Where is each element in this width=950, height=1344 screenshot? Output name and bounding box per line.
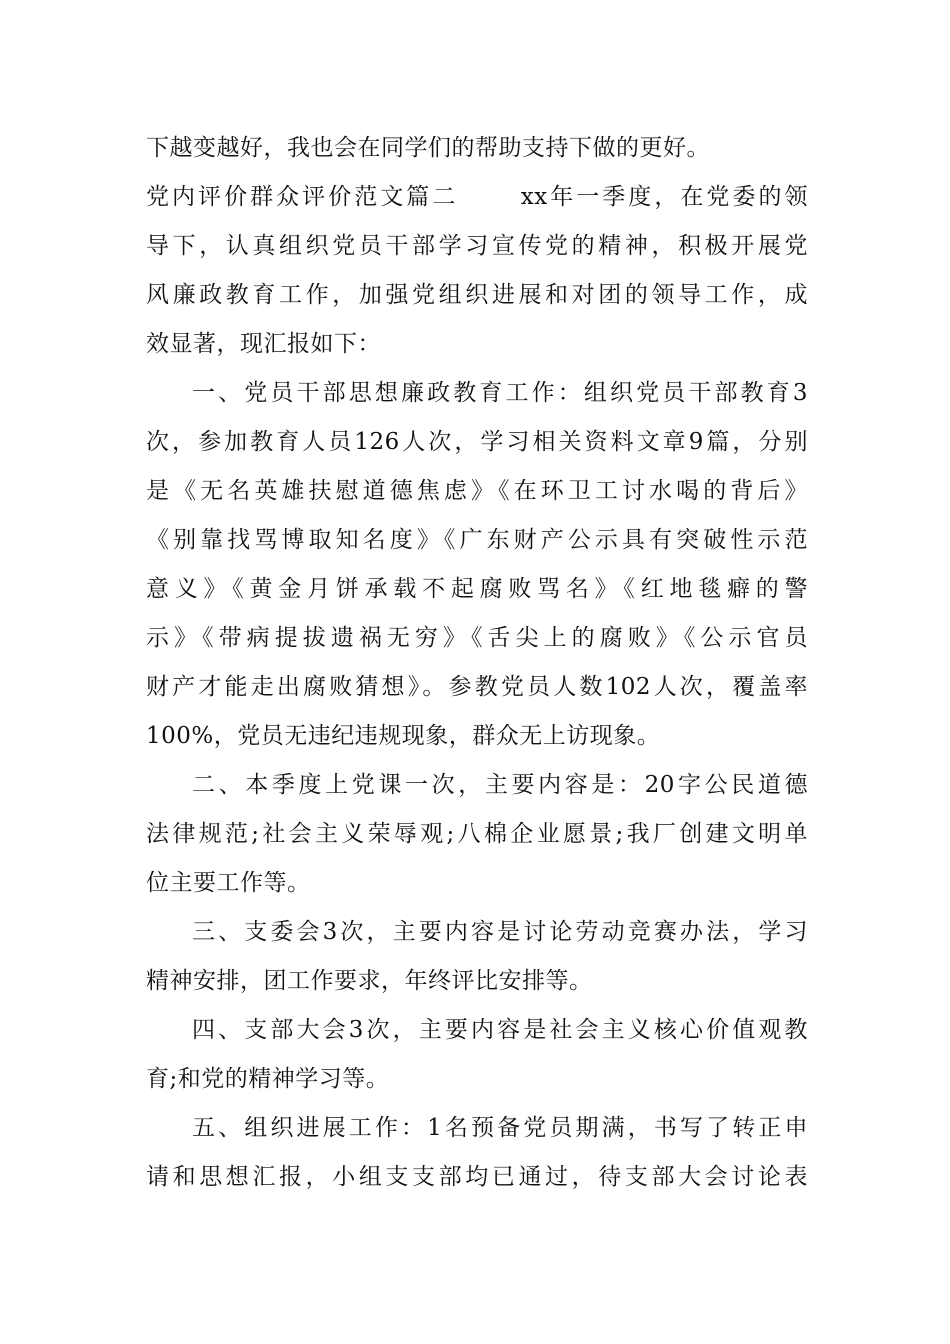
text-line: 财产才能走出腐败猜想》。参教党员人数102人次，覆盖率	[146, 674, 808, 700]
text-line: 五、组织进展工作：1名预备党员期满，书写了转正申	[192, 1115, 808, 1141]
text-line: 位主要工作等。	[146, 870, 311, 896]
text-line: 示》《带病提拔遗祸无穷》《舌尖上的腐败》《公示官员	[146, 625, 808, 651]
text-line: 意义》《黄金月饼承载不起腐败骂名》《红地毯癖的警	[146, 576, 808, 602]
text-line: 效显著，现汇报如下：	[146, 331, 381, 357]
text-line: 下越变越好，我也会在同学们的帮助支持下做的更好。	[146, 135, 710, 161]
text-line: 次，参加教育人员126人次，学习相关资料文章9篇，分别	[146, 429, 808, 455]
text-line: 《别靠找骂博取知名度》《广东财产公示具有突破性示范	[146, 527, 808, 553]
text-line: 党内评价群众评价范文篇二 xx年一季度，在党委的领	[146, 184, 808, 210]
text-line: 一、党员干部思想廉政教育工作：组织党员干部教育3	[192, 380, 808, 406]
text-line: 风廉政教育工作，加强党组织进展和对团的领导工作，成	[146, 282, 808, 308]
text-line: 三、支委会3次，主要内容是讨论劳动竞赛办法，学习	[192, 919, 808, 945]
text-line: 二、本季度上党课一次，主要内容是：20字公民道德	[192, 772, 808, 798]
text-line: 是《无名英雄扶慰道德焦虑》《在环卫工讨水喝的背后》	[146, 478, 808, 504]
text-line: 请和思想汇报，小组支支部均已通过，待支部大会讨论表	[146, 1164, 808, 1190]
text-line: 四、支部大会3次，主要内容是社会主义核心价值观教	[192, 1017, 808, 1043]
text-line: 精神安排，团工作要求，年终评比安排等。	[146, 968, 593, 994]
text-line: 育;和党的精神学习等。	[146, 1066, 390, 1092]
text-line: 法律规范;社会主义荣辱观;八棉企业愿景;我厂创建文明单	[146, 821, 808, 847]
text-line: 100%，党员无违纪违规现象，群众无上访现象。	[146, 723, 661, 749]
text-line: 导下，认真组织党员干部学习宣传党的精神，积极开展党	[146, 233, 808, 259]
document-body	[146, 124, 808, 1202]
